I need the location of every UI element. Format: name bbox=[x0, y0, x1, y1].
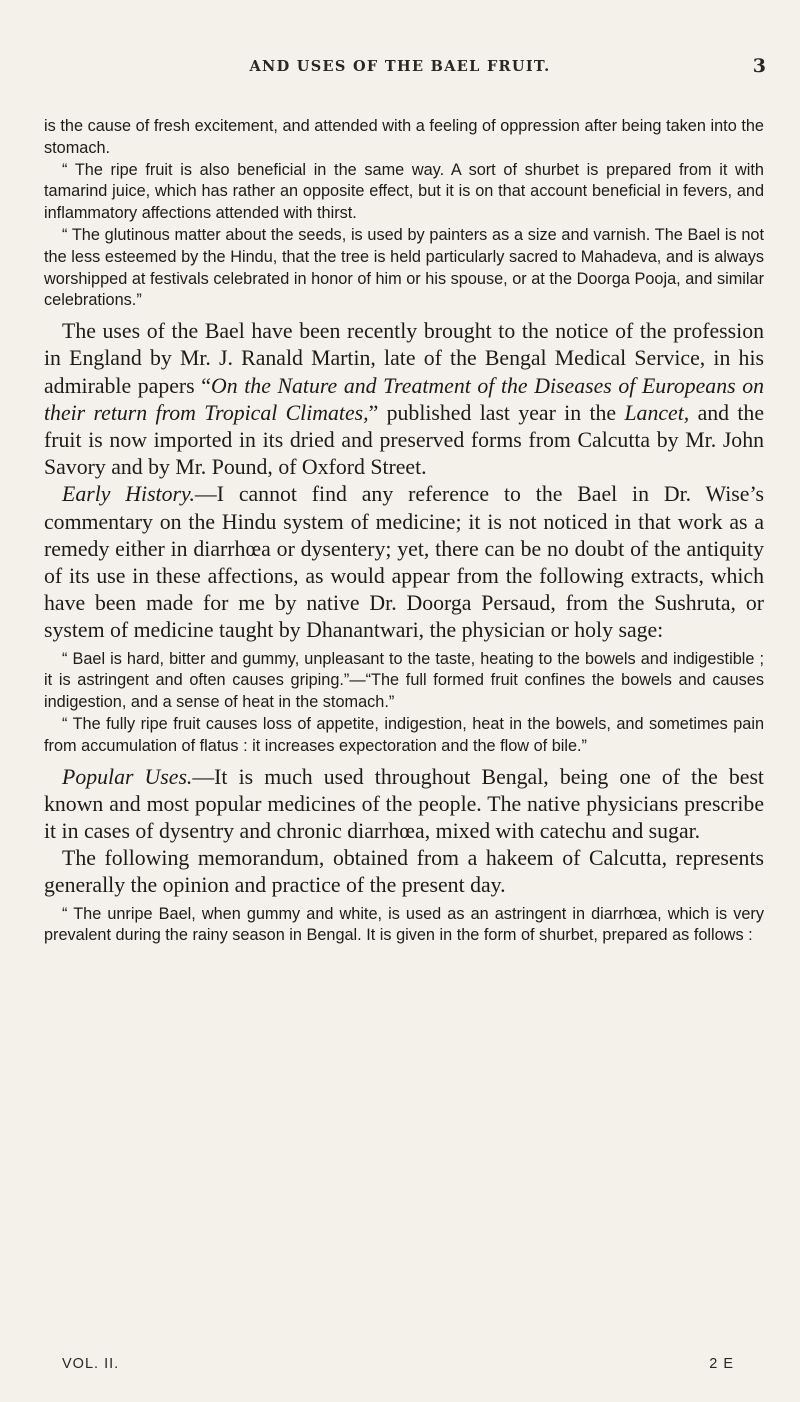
paragraph: “ Bael is hard, bitter and gummy, unpleasant to the taste, heating to the bowels and indigestible ; it is astringent and often causes griping.”—“The full formed fruit confines the bowels and causes indigestion, and a sense of heat in the stomach.” bbox=[44, 649, 764, 712]
paragraph: “ The ripe fruit is also beneficial in the same way. A sort of shurbet is prepared from it with tamarind juice, which has rather an opposite effect, but it is on that account beneficial in fevers, and inflammatory affections attended with thirst. bbox=[44, 160, 764, 223]
paragraph bbox=[44, 764, 764, 846]
paragraph-text: —It is much used throughout Bengal, being one of the best known and most popular medicines of the people. The native physicians prescribe it in cases of dysentry and chronic diarrhœa, mixed with catechu and sugar. bbox=[44, 764, 764, 843]
running-head: AND USES OF THE BAEL FRUIT. bbox=[249, 58, 551, 75]
paragraph bbox=[44, 481, 764, 644]
paragraph-text: —I cannot find any reference to the Bael in Dr. Wise’s commentary on the Hindu system of medicine; it is not noticed in that work as a remedy either in diarrhœa or dysentery; yet, there can be no doubt of the antiquity of its use in these affections, as would appear from the following extracts, which have been made for me by native Dr. Doorga Persaud, from the Sushruta, or system of medicine taught by Dhanantwari, the physician or holy sage: bbox=[44, 482, 765, 643]
journal-title: Lancet, bbox=[624, 400, 690, 425]
paragraph: “ The fully ripe fruit causes loss of appetite, indigestion, heat in the bowels, and sometimes pain from accumulation of flatus : it increases expectoration and the flow of bile.” bbox=[44, 715, 764, 755]
volume-mark: VOL. II. bbox=[62, 1356, 120, 1372]
paragraph: “ The unripe Bael, when gummy and white, is used as an astringent in diarrhœa, which is very prevalent during the rainy season in Bengal. It is given in the form of shurbet, prepared as follows : bbox=[44, 904, 764, 945]
paragraph-text: and the fruit is now imported in its dried and preserved forms from Calcutta by Mr. John Savory and by Mr. Pound, of Oxford Street. bbox=[44, 400, 764, 480]
paragraph: The following memorandum, obtained from a hakeem of Calcutta, represents generally the opinion and practice of the present day. bbox=[44, 846, 764, 898]
article-title: On the Nature and Treatment of the Diseases of Europeans on their return from Tropical Climates, bbox=[44, 373, 765, 425]
page-footer bbox=[62, 1356, 734, 1372]
page-number: 3 bbox=[752, 55, 766, 77]
paragraph-text: ” published last year in the bbox=[368, 400, 617, 425]
section-heading: Early History. bbox=[62, 482, 195, 507]
signature-mark: 2 E bbox=[709, 1356, 734, 1372]
body-text bbox=[44, 116, 764, 947]
paragraph bbox=[44, 318, 764, 481]
section-heading: Popular Uses. bbox=[62, 764, 193, 789]
paragraph-text: The uses of the Bael have been recently brought to the notice of the profession in England by Mr. J. Ranald Martin, late of the Bengal Medical Service, in his admirable papers “ bbox=[44, 319, 764, 398]
paragraph: “ The glutinous matter about the seeds, is used by painters as a size and varnish. The Bael is not the less esteemed by the Hindu, that the tree is held particularly sacred to Mahadeva, and is always worshipped at festivals celebrated in honor of him or his spouse, or at the Doorga Pooja, and similar celebrations.” bbox=[44, 225, 764, 310]
paragraph: is the cause of fresh excitement, and attended with a feeling of oppression after being taken into the stomach. bbox=[44, 117, 764, 157]
